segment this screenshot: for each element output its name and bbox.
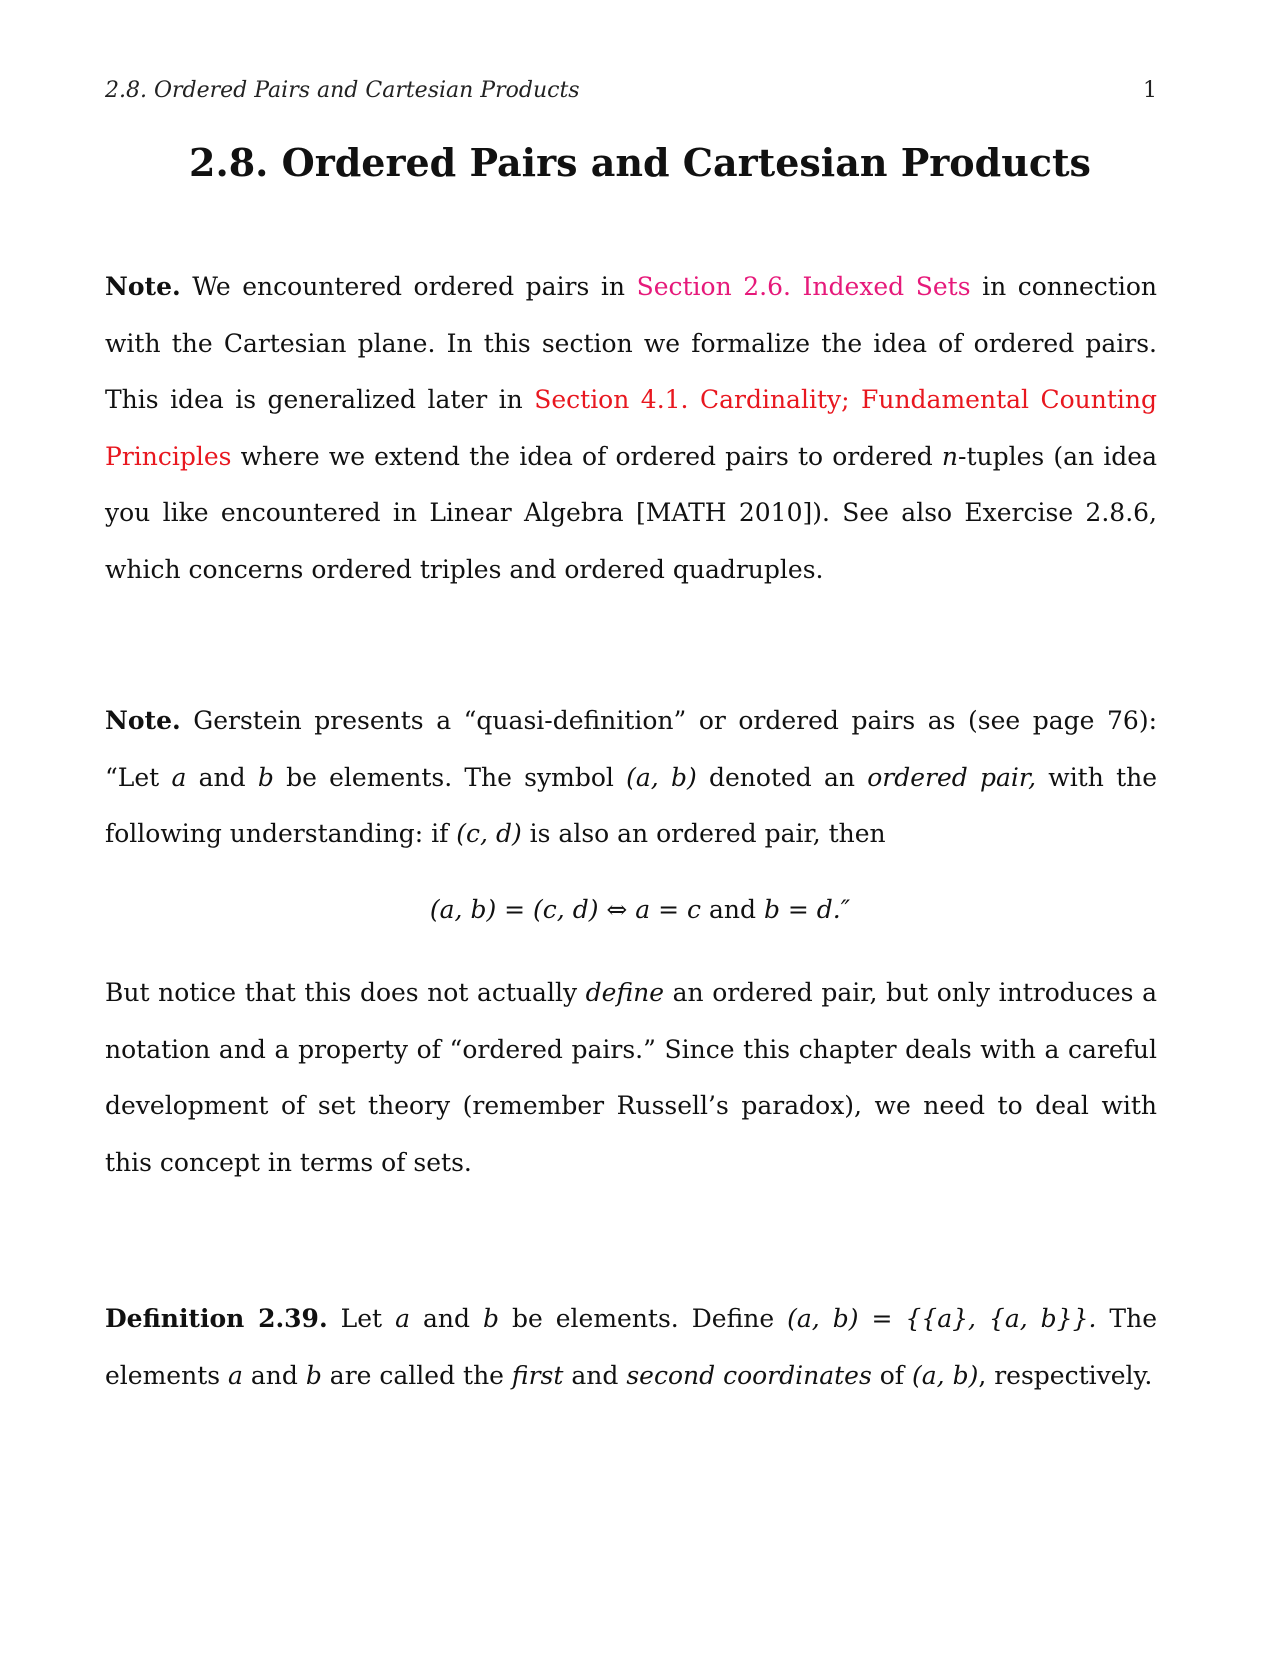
term-first: first [511,1360,564,1390]
text: is also an ordered pair, then [521,819,886,848]
paragraph-3 [105,965,1157,1191]
running-header [105,78,1157,108]
text: and [409,1304,483,1333]
text: and [186,762,258,792]
text: with the following understanding: if [105,762,1158,848]
text: denoted an [696,762,868,792]
math-a: a [171,762,187,792]
note-label: Note. [105,706,181,735]
term-define: define [585,978,665,1007]
text: and [563,1360,627,1390]
math-b: b [257,762,274,792]
math-b: b [305,1360,322,1390]
equation-and: and [701,895,764,924]
text: of [871,1360,913,1390]
math-n: n [941,441,959,471]
math-b: b [482,1304,499,1333]
math-pair-cd: (c, d) [456,819,522,848]
text: in connection with the Cartesian plane. In this section we formalize the idea of ordered pairs. This idea is generalized later in [105,272,1157,414]
text: where we extend the idea of ordered pairs to ordered [231,441,942,471]
text: be elements. Define [498,1304,788,1333]
text: The elements [105,1304,1157,1390]
running-title: 2.8. Ordered Pairs and Cartesian Products [105,78,580,103]
link-section-2-6[interactable]: Section 2.6. Indexed Sets [636,272,971,301]
text: be elements. The symbol [273,762,627,792]
text: Let [327,1304,396,1333]
math-pair: (a, b) [787,1304,859,1333]
text: are called the [321,1360,512,1390]
note-label: Note. [105,272,181,301]
text: -tuples (an idea you like encountered in Linear Algebra [MATH 2010]). See also Exercise 2.8.6, which concerns ordered triples and ordered quadruples. [105,441,1157,584]
page-title: 2.8. Ordered Pairs and Cartesian Products [189,140,1091,185]
term-ordered-pair: ordered pair, [867,762,1037,792]
text: and [242,1360,306,1390]
text: an ordered pair, but only introduces a notation and a property of “ordered pairs.” Since this chapter deals with a careful development of set theory (remember Russell’s paradox), we need to deal with this concept in terms of sets. [105,978,1157,1177]
display-equation [0,890,1280,930]
note-paragraph-2 [105,693,1157,863]
math-pair: (a, b) [912,1360,979,1390]
text: We encountered ordered pairs in [180,272,637,301]
term-second-coordinates: second coordinates [626,1360,872,1390]
equation-rhs: b = d.″ [763,895,851,924]
math-a: a [228,1360,243,1390]
definition-paragraph [105,1291,1157,1404]
definition-label: Definition 2.39. [105,1304,328,1333]
note-paragraph-1 [105,259,1157,598]
page-number: 1 [1143,78,1157,103]
math-pair-ab: (a, b) [626,762,697,792]
equation-lhs: (a, b) = (c, d) ⇔ a = c [429,895,702,924]
text: , respectively. [978,1360,1153,1390]
math-set-definition: = {{a}, {a, b}}. [858,1304,1097,1333]
math-a: a [395,1304,410,1333]
text: But notice that this does not actually [105,978,586,1007]
link-section-4-1[interactable]: Section 4.1. Cardinality; Fundamental Counting Principles [105,385,1158,471]
text: Gerstein presents a “quasi-definition” or ordered pairs as (see page 76): “Let [105,706,1157,792]
